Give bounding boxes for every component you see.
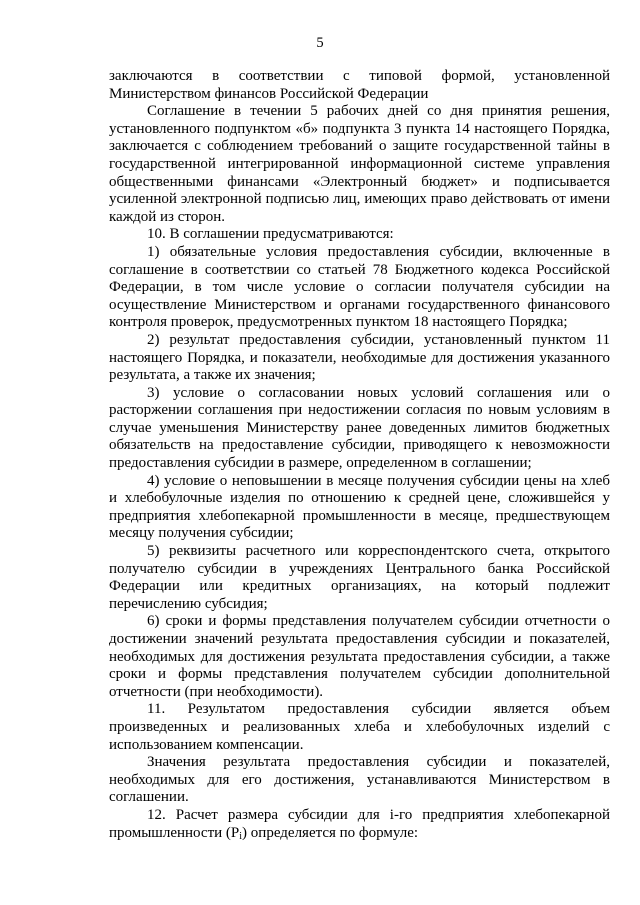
- paragraph-subitem-5: 5) реквизиты расчетного или корреспондентского счета, открытого получателю субсидии в учреждениях Центрального банка Российской Федерации или кредитных организациях, на который подлежит перечислению субсидия;: [109, 543, 610, 612]
- paragraph-subitem-1: 1) обязательные условия предоставления субсидии, включенные в соглашение в соответствии со статьей 78 Бюджетного кодекса Российской Федерации, в том числе условие о согласии получателя субсидии на осуществление Министерством и органами государственного финансового контроля проверок, предусмотренных пунктом 18 настоящего Порядка;: [109, 243, 610, 331]
- paragraph-subitem-4: 4) условие о неповышении в месяце получения субсидии цены на хлеб и хлебобулочные изделия по отношению к средней цене, сложившейся у предприятия хлебопекарной промышленности в месяце, предшествующем месяцу получения субсидии;: [109, 472, 610, 542]
- paragraph-agreement-term: Соглашение в течении 5 рабочих дней со дня принятия решения, установленного подпунктом «б» подпункта 3 пункта 14 настоящего Порядка, заключается с соблюдением требований о защите государственной тайны в государственной интегрированной информационной системе управления общественными финансами «Электронный бюджет» и подписывается усиленной электронной подписью лиц, имеющих право действовать от имени каждой из сторон.: [109, 103, 610, 225]
- paragraph-item-10: 10. В соглашении предусматриваются:: [147, 226, 394, 243]
- paragraph-subitem-6: 6) сроки и формы представления получателем субсидии отчетности о достижении значений результата предоставления субсидии и показателей, необходимых для достижения результата предоставления субсидии, а также сроки и формы представления получателем субсидии дополнительной отчетности (при необходимости).: [109, 613, 610, 700]
- paragraph-subitem-3: 3) условие о согласовании новых условий соглашения или о расторжении соглашения при недостижении согласия по новым условиям в случае уменьшения Министерству ранее доведенных лимитов бюджетных обязательств на предоставление субсидии, приводящего к невозможности предоставления субсидии в размере, определенном в соглашении;: [109, 384, 610, 472]
- paragraph-subitem-2: 2) результат предоставления субсидии, установленный пунктом 11 настоящего Порядка, и показатели, необходимые для достижения указанного результата, а также их значения;: [109, 331, 610, 384]
- document-body: [109, 68, 610, 845]
- paragraph-item-11: 11. Результатом предоставления субсидии является объем произведенных и реализованных хлеба и хлебобулочных изделий с использованием компенсации.: [109, 701, 610, 753]
- paragraph-result-values: Значения результата предоставления субсидии и показателей, необходимых для его достижения, устанавливаются Министерством в соглашении.: [109, 754, 610, 806]
- paragraph-item-12: [109, 807, 610, 845]
- formula-text-after: ) определяется по формуле:: [242, 824, 419, 841]
- page-number: 5: [316, 35, 324, 51]
- formula-subscript: i: [239, 830, 243, 842]
- paragraph-agreement-form: заключаются в соответствии с типовой формой, установленной Министерством финансов Российской Федерации: [109, 68, 610, 102]
- formula-text-before: 12. Расчет размера субсидии для i-го предприятия хлебопекарной промышленности (P: [109, 806, 610, 841]
